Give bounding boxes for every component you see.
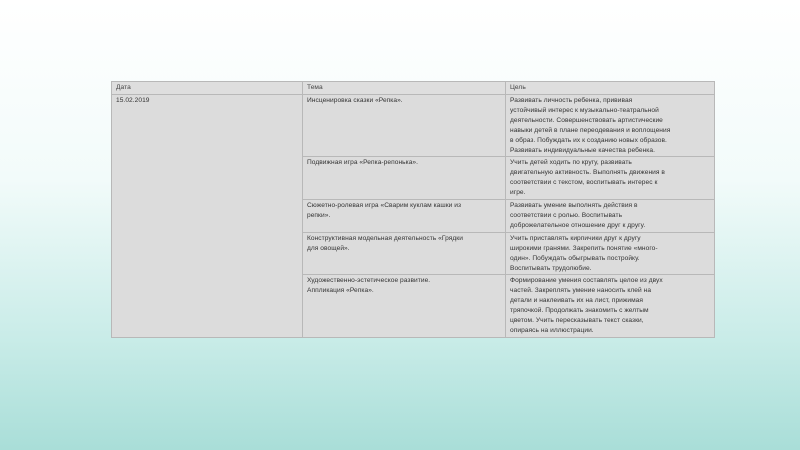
goal-line: тряпочкой. Продолжать знакомить с желтым bbox=[510, 307, 649, 315]
goal-line: Учить детей ходить по кругу, развивать bbox=[510, 159, 632, 167]
goal-line: соответствии с ролью. Воспитывать bbox=[510, 211, 623, 219]
goal-cell bbox=[506, 95, 715, 157]
goal-line: опираясь на иллюстрации. bbox=[510, 326, 594, 334]
goal-line: Учить приставлять кирпичики друг к другу bbox=[510, 234, 641, 242]
topic-line: Инсценировка сказки «Репка». bbox=[307, 97, 403, 104]
header-topic: Тема bbox=[303, 82, 506, 95]
goal-cell bbox=[506, 200, 715, 233]
topic-cell bbox=[303, 232, 506, 275]
goal-cell bbox=[506, 275, 715, 337]
goal-line: частей. Закреплять умение наносить клей на bbox=[510, 287, 652, 295]
goal-line: деятельности. Совершенствовать артистические bbox=[510, 116, 663, 124]
topic-line: Подвижная игра «Репка-репонька». bbox=[307, 159, 419, 167]
goal-line: детали и наклеивать их на лист, прижимая bbox=[510, 297, 644, 305]
goal-line: устойчивый интерес к музыкально-театральной bbox=[510, 106, 659, 114]
goal-line: Развивать личность ребенка, прививая bbox=[510, 97, 633, 104]
date-cell bbox=[112, 95, 303, 338]
goal-line: соответствии с текстом, воспитывать интерес к bbox=[510, 179, 658, 187]
topic-line: Сюжетно-ролевая игра «Сварим куклам кашки из bbox=[307, 202, 462, 210]
table-row bbox=[112, 95, 715, 157]
topic-cell bbox=[303, 95, 506, 157]
goal-line: цветом. Учить пересказывать текст сказки, bbox=[510, 317, 644, 325]
topic-cell bbox=[303, 275, 506, 337]
goal-line: доброжелательное отношение друг к другу. bbox=[510, 221, 646, 229]
topic-line: для овощей». bbox=[307, 244, 350, 252]
goal-line: навыки детей в плане переодевания и воплощения bbox=[510, 126, 671, 134]
table-header-row bbox=[112, 82, 715, 95]
topic-cell bbox=[303, 157, 506, 200]
topic-line: Конструктивная модельная деятельность «Грядки bbox=[307, 234, 463, 242]
header-goal: Цель bbox=[506, 82, 715, 95]
topic-line: Художественно-эстетическое развитие. bbox=[307, 277, 431, 285]
goal-line: двигательную активность. Выполнять движения в bbox=[510, 169, 665, 177]
date-value: 15.02.2019 bbox=[116, 97, 150, 104]
topic-line: Аппликация «Репка». bbox=[307, 287, 374, 295]
topic-line: репки». bbox=[307, 211, 331, 219]
goal-cell bbox=[506, 157, 715, 200]
goal-line: Воспитывать трудолюбие. bbox=[510, 264, 592, 272]
goal-line: один». Побуждать обыгрывать постройку. bbox=[510, 254, 640, 262]
goal-line: Развивать индивидуальные качества ребенка. bbox=[510, 146, 655, 154]
goal-line: игре. bbox=[510, 189, 526, 197]
goal-line: Формирование умения составлять целое из двух bbox=[510, 277, 663, 285]
goal-line: Развивать умение выполнять действия в bbox=[510, 202, 638, 210]
goal-line: широкими гранями. Закрепить понятие «много- bbox=[510, 244, 658, 252]
header-date: Дата bbox=[112, 82, 303, 95]
topic-cell bbox=[303, 200, 506, 233]
goal-line: в образ. Побуждать их к созданию новых образов. bbox=[510, 136, 667, 144]
goal-cell bbox=[506, 232, 715, 275]
schedule-table bbox=[111, 81, 715, 338]
